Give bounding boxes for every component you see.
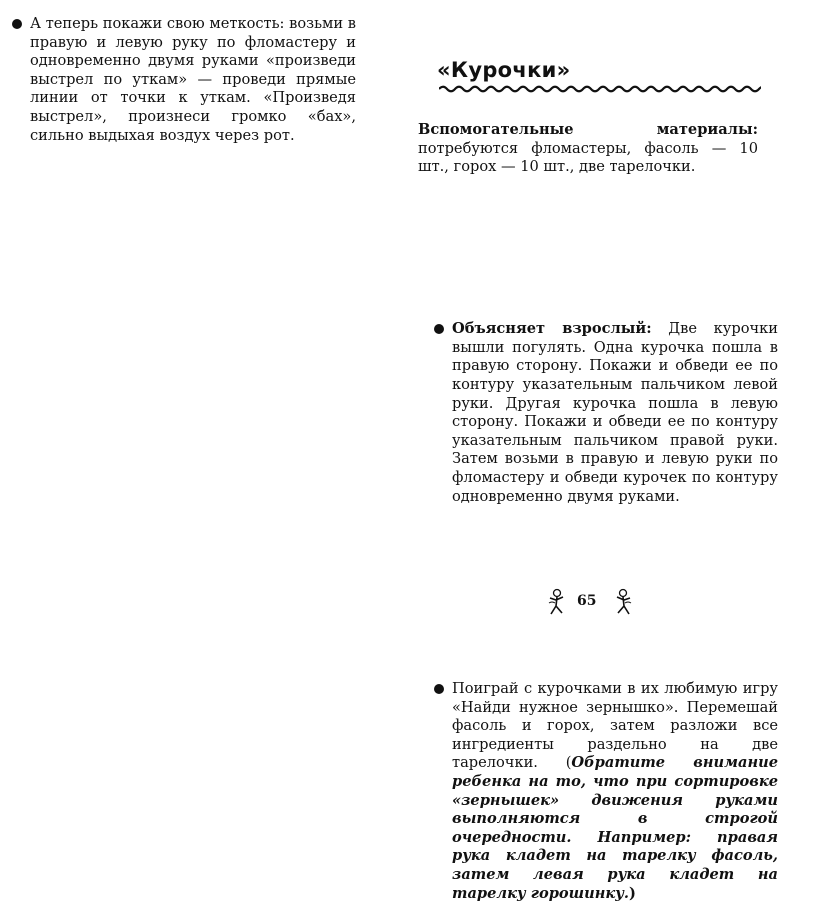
running-figure-icon [611,588,635,616]
left-paragraph [10,15,356,145]
materials-label: Вспомогательные материалы: [418,121,758,138]
wavy-underline [439,82,761,96]
adult-explains-label: Объясняет взрослый: [452,320,652,338]
materials-text: потребуются фломастеры, фасоль — 10 шт., горох — 10 шт., две тарелочки. [418,139,758,176]
game-note-close: ) [629,884,636,902]
bullet-icon [434,324,444,334]
game-item [432,680,778,903]
game-note: Обратите внимание ребенка на то, что при сортировке «зернышек» движения руками выполняются в строгой очередности. Например: правая рука кладет на тарелку фасоль, затем левая рука кладет на тарелку горошинку. [452,754,778,902]
section-title: «Курочки» [437,58,571,82]
page-number: 65 [577,593,597,609]
game-text: Поиграй с курочками в их любимую игру «Найди нужное зернышко». Перемешай фасоль и горох, затем разложи все ингредиенты раздельно на две тарелочки. ( [452,680,778,772]
bullet-icon [12,19,22,29]
bullet-icon [434,684,444,694]
left-paragraph-text: А теперь покажи свою меткость: возьми в правую и левую руку по фломастеру и одновременно двумя руками «произведи выстрел по уткам» — проведи прямые линии от точки к уткам. «Произведя выстрел», произнеси громко «бах», сильно выдыхая воздух через рот. [30,15,356,144]
adult-explains-item [432,320,778,506]
running-figure-icon [545,588,569,616]
adult-explains-text: Две курочки вышли погулять. Одна курочка пошла в правую сторону. Покажи и обведи ее по контуру указательным пальчиком левой руки. Другая курочка пошла в левую сторону. Покажи и обведи ее по контуру указательным пальчиком правой руки. Затем возьми в правую и левую руки по фломастеру и обведи курочек по контуру одновременно двумя руками. [452,320,779,505]
materials-paragraph [418,121,758,177]
page-footer [541,588,649,618]
